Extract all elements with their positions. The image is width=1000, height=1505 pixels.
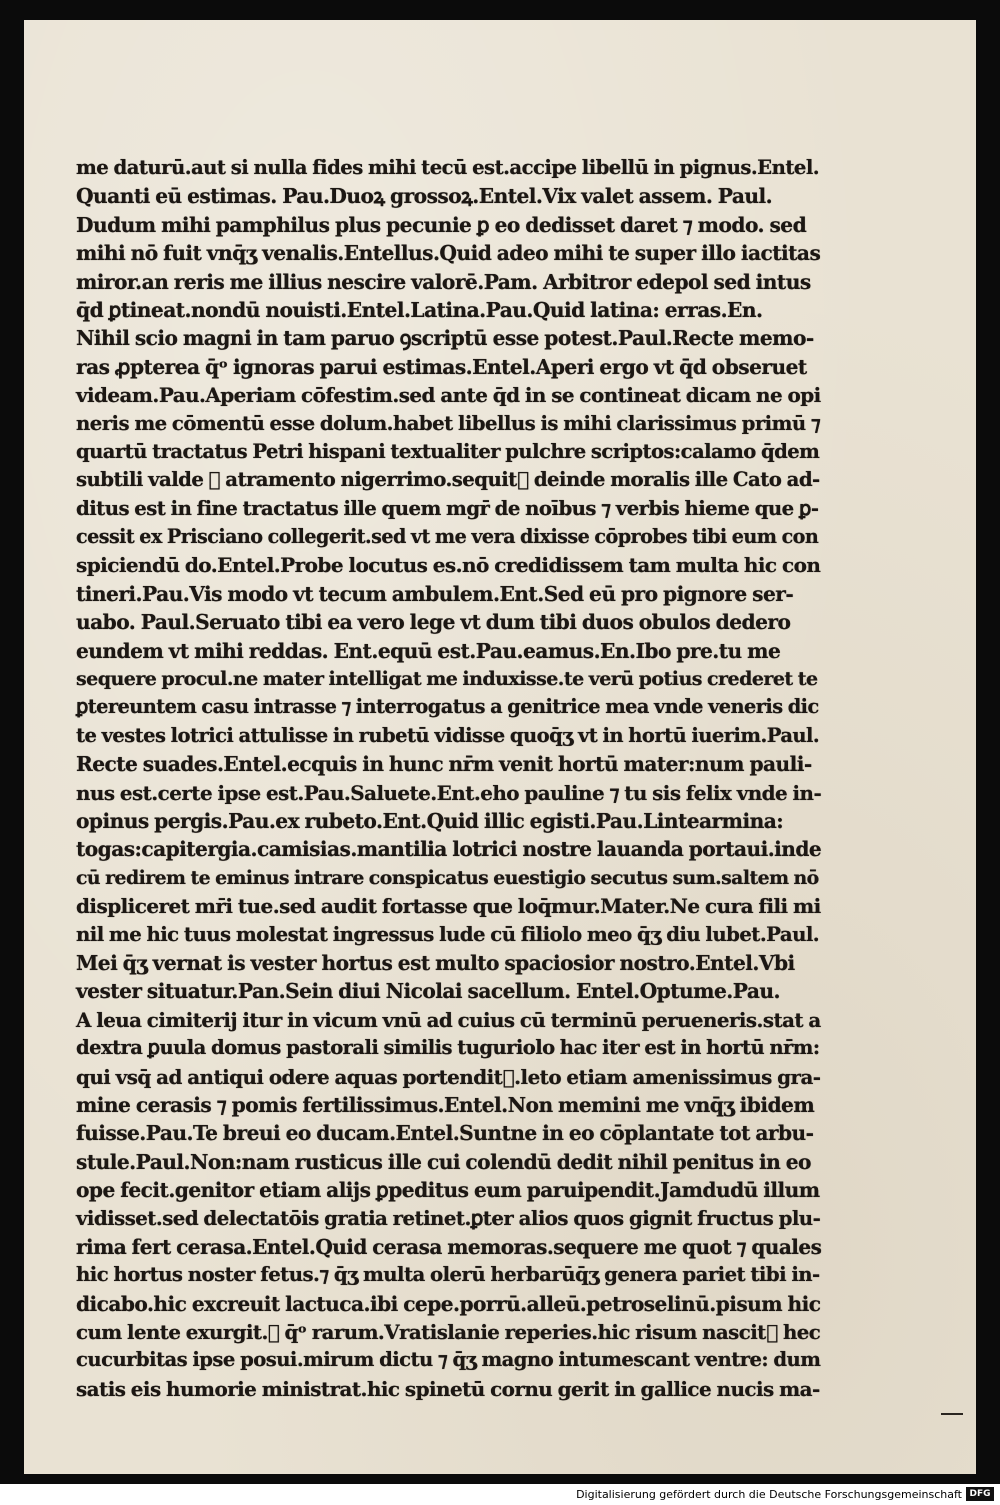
text-line: displiceret mr̄i tue.sed audit fortasse que loq̄mur.Mater.Ne cura fili mi bbox=[76, 894, 821, 919]
text-line: videam.Pau.Aperiam cōfestim.sed ante q̄d in se contineat dicam ne opi bbox=[76, 383, 821, 408]
page-edge-mark bbox=[941, 1413, 963, 1415]
text-line: qui vsq̄ ad antiqui odere aquas portenditᷣ.leto etiam amenissimus gra- bbox=[76, 1064, 821, 1089]
text-line: cum lente exurgit.⁊ q̄ᵒ rarum.Vratislanie reperies.hic risum nascitᷣ hec bbox=[76, 1320, 821, 1345]
page-text-block bbox=[76, 154, 821, 1403]
text-line: tineri.Pau.Vis modo vt tecum ambulem.Ent.Sed eū pro pignore ser- bbox=[76, 581, 794, 606]
book-page bbox=[24, 20, 976, 1474]
text-line: cū redirem te eminus intrare conspicatus euestigio secutus sum.saltem nō bbox=[76, 866, 819, 889]
text-line: hic hortus noster fetus.⁊ q̄ʒ multa olerū herbarūq̄ʒ genera pariet tibi in- bbox=[76, 1263, 820, 1287]
text-line: vester situatur.Pan.Sein diui Nicolai sacellum. Entel.Optume.Pau. bbox=[76, 979, 780, 1004]
text-line: dicabo.hic excreuit lactuca.ibi cepe.porrū.alleū.petroselinū.pisum hic bbox=[76, 1291, 821, 1316]
text-line: eundem vt mihi reddas. Ent.equū est.Pau.eamus.En.Ibo pre.tu me bbox=[76, 638, 781, 663]
text-line: me daturū.aut si nulla fides mihi tecū est.accipe libellū in pignus.Entel. bbox=[76, 156, 820, 179]
text-line: quartū tractatus Petri hispani textualiter pulchre scriptos:calamo q̄dem bbox=[76, 439, 820, 463]
text-line: ditus est in fine tractatus ille quem mgr̄ de noībus ⁊ verbis hieme que ꝑ- bbox=[76, 496, 819, 520]
text-line: q̄d ꝑtineat.nondū nouisti.Entel.Latina.Pau.Quid latina: erras.En. bbox=[76, 297, 763, 322]
text-line: ꝑtereuntem casu intrasse ⁊ interrogatus a genitrice mea vnde veneris dic bbox=[76, 695, 819, 719]
text-line: dextra ꝑuula domus pastorali similis tuguriolo hac iter est in hortū nr̄m: bbox=[76, 1036, 820, 1060]
text-line: satis eis humorie ministrat.hic spinetū cornu gerit in gallice nucis ma- bbox=[76, 1376, 820, 1401]
text-line: spiciendū do.Entel.Probe locutus es.nō credidissem tam multa hic con bbox=[76, 553, 821, 578]
text-line: neris me cōmentū esse dolum.habet libellus is mihi clarissimus primū ⁊ bbox=[76, 411, 821, 435]
text-line: opinus pergis.Pau.ex rubeto.Ent.Quid illic egisti.Pau.Lintearmina: bbox=[76, 808, 784, 833]
text-line: nus est.certe ipse est.Pau.Saluete.Ent.eho pauline ⁊ tu sis felix vnde in- bbox=[76, 780, 822, 805]
text-line: Dudum mihi pamphilus plus pecunie ꝑ eo dedisset daret ⁊ modo. sed bbox=[76, 212, 807, 237]
text-line: sequere procul.ne mater intelligat me induxisse.te verū potius crederet te bbox=[76, 668, 818, 691]
text-line: cessit ex Prisciano collegerit.sed vt me vera dixisse cōprobes tibi eum con bbox=[76, 525, 819, 549]
text-line: Recte suades.Entel.ecquis in hunc nr̄m venit hortū mater:num pauli- bbox=[76, 752, 812, 777]
text-line: Quanti eū estimas. Pau.Duoꝝ grossoꝝ.Entel.Vix valet assem. Paul. bbox=[76, 184, 773, 209]
text-line: mihi nō fuit vnq̄ʒ venalis.Entellus.Quid adeo mihi te super illo iactitas bbox=[76, 241, 821, 266]
text-line: cucurbitas ipse posui.mirum dictu ⁊ q̄ʒ magno intumescant ventre: dum bbox=[76, 1348, 821, 1372]
text-line: mine cerasis ⁊ pomis fertilissimus.Entel.Non memini me vnq̄ʒ ibidem bbox=[76, 1092, 815, 1117]
funding-credit: Digitalisierung gefördert durch die Deutsche Forschungsgemeinschaft bbox=[576, 1488, 962, 1501]
text-line: subtili valde ⁊ atramento nigerrimo.sequitᷣ deinde moralis ille Cato ad- bbox=[76, 468, 820, 492]
text-line: Mei q̄ʒ vernat is vester hortus est multo spaciosior nostro.Entel.Vbi bbox=[76, 950, 795, 975]
text-line: rima fert cerasa.Entel.Quid cerasa memoras.sequere me quot ⁊ quales bbox=[76, 1234, 822, 1259]
text-line: miror.an reris me illius nescire valorē.Pam. Arbitror edepol sed intus bbox=[76, 269, 811, 294]
text-line: ope fecit.genitor etiam alijs ꝑpeditus eum paruipendit.Jamdudū illum bbox=[76, 1178, 820, 1203]
footer-bar bbox=[0, 1484, 1000, 1505]
text-line: vidisset.sed delectatōis gratia retinet.ꝑter alios quos gignit fructus plu- bbox=[76, 1206, 821, 1231]
text-line: te vestes lotrici attulisse in rubetū vidisse quoq̄ʒ vt in hortū iuerim.Paul. bbox=[76, 723, 820, 747]
text-line: fuisse.Pau.Te breui eo ducam.Entel.Suntne in eo cōplantate tot arbu- bbox=[76, 1121, 814, 1146]
text-line: stule.Paul.Non:nam rusticus ille cui colendū dedit nihil penitus in eo bbox=[76, 1149, 811, 1174]
text-line: nil me hic tuus molestat ingressus lude cū filiolo meo q̄ʒ diu lubet.Paul. bbox=[76, 922, 820, 946]
text-line: togas:capitergia.camisias.mantilia lotrici nostre lauanda portaui.inde bbox=[76, 837, 822, 862]
text-line: A leua cimiterij itur in vicum vnū ad cuius cū terminū perueneris.stat a bbox=[76, 1007, 821, 1032]
dfg-logo: DFG bbox=[966, 1487, 994, 1501]
text-line: ras ꝓpterea q̄ᵒ ignoras parui estimas.Entel.Aperi ergo vt q̄d obseruet bbox=[76, 354, 807, 379]
text-line: uabo. Paul.Seruato tibi ea vero lege vt dum tibi duos obulos dedero bbox=[76, 610, 791, 635]
text-line: Nihil scio magni in tam paruo ꝯscriptū esse potest.Paul.Recte memo- bbox=[76, 326, 814, 351]
